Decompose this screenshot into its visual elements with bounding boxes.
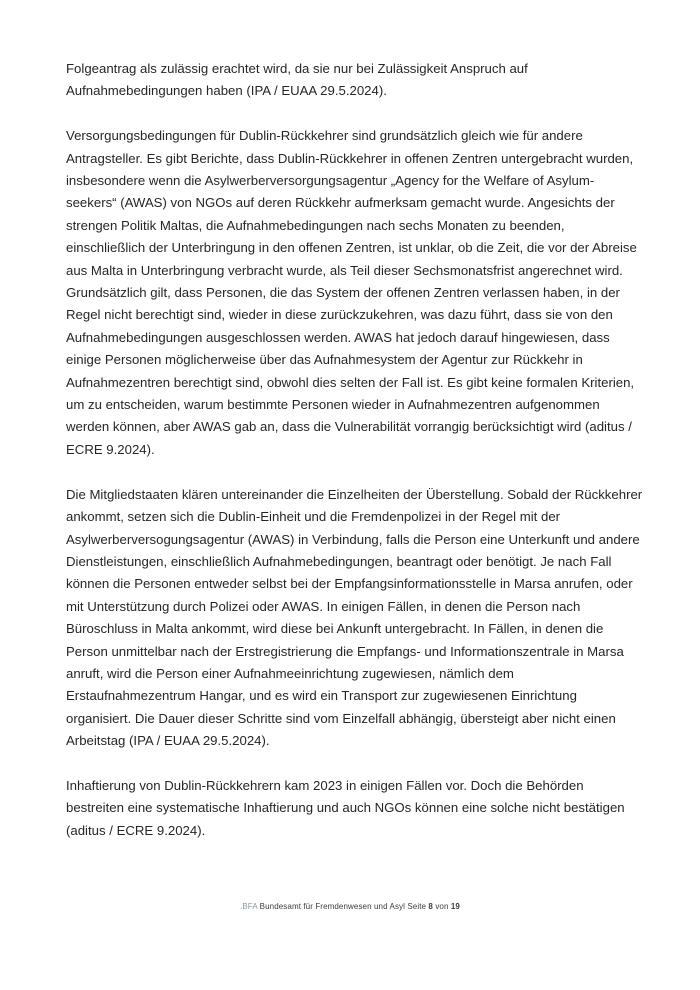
bfa-logo: .BFA [240,902,258,911]
page-footer [0,901,700,913]
footer-page-number: 8 [428,902,433,911]
footer-org-name: Bundesamt für Fremdenwesen und Asyl [259,902,406,911]
footer-total-pages: 19 [450,902,460,911]
paragraph-admissibility: Folgeantrag als zulässig erachtet wird, da sie nur bei Zulässigkeit Anspruch auf Aufnahmebedingungen haben (IPA / EUAA 29.5.2024). [66,61,528,99]
paragraph-reception-conditions: Versorgungsbedingungen für Dublin-Rückkehrer sind grundsätzlich gleich wie für andere Antragsteller. Es gibt Berichte, dass Dublin-Rückkehrer in offenen Zentren untergebracht wurden, insbesondere wenn die Asylwerberversorgungsagentur „Agency for the Welfare of Asylum-seekers“ (AWAS) von NGOs auf deren Rückkehr aufmerksam gemacht wurde. Angesichts der strengen Politik Maltas, die Aufnahmebedingungen nach sechs Monaten zu beenden, einschließlich der Unterbringung in den offenen Zentren, ist unklar, ob die Zeit, die vor der Abreise aus Malta in Unterbringung verbracht wurde, als Teil dieser Sechsmonatsfrist angerechnet wird. Grundsätzlich gilt, dass Personen, die das System der offenen Zentren verlassen haben, in der Regel nicht berechtigt sind, wieder in diese zurückzukehren, was dazu führt, dass sie von den Aufnahmebedingungen ausgeschlossen werden. AWAS hat jedoch darauf hingewiesen, dass einige Personen möglicherweise über das Aufnahmesystem der Agentur zur Rückkehr in Aufnahmezentren berechtigt sind, obwohl dies selten der Fall ist. Es gibt keine formalen Kriterien, um zu entscheiden, warum bestimmte Personen wieder in Aufnahmezentren aufgenommen werden können, aber AWAS gab an, dass die Vulnerabilität vorrangig berücksichtigt wird (aditus / ECRE 9.2024). [66,128,637,457]
footer-page-word: Seite [407,902,427,911]
paragraph-detention: Inhaftierung von Dublin-Rückkehrern kam 2023 in einigen Fällen vor. Doch die Behörden bestreiten eine systematische Inhaftierung und auch NGOs können eine solche nicht bestätigen (aditus / ECRE 9.2024). [66,777,625,838]
paragraph-transfer-procedure: Die Mitgliedstaaten klären untereinander die Einzelheiten der Überstellung. Sobald der Rückkehrer ankommt, setzen sich die Dublin-Einheit und die Fremdenpolizei in der Regel mit der Asylwerberversogungsagentur (AWAS) in Verbindung, falls die Person eine Unterkunft und andere Dienstleistungen, einschließlich Aufnahmebedingungen, beantragt oder benötigt. Je nach Fall können die Personen entweder selbst bei der Empfangsinformationsstelle in Marsa anrufen, oder mit Unterstützung durch Polizei oder AWAS. In einigen Fällen, in denen die Person nach Büroschluss in Malta ankommt, wird diese bei Ankunft untergebracht. In Fällen, in denen die Person unmittelbar nach der Erstregistrierung die Empfangs- und Informationszentrale in Marsa anruft, wird die Person einer Aufnahmeeinrichtung zugewiesen, nämlich dem Erstaufnahmezentrum Hangar, und es wird ein Transport zur zugewiesenen Einrichtung organisiert. Die Dauer dieser Schritte sind vom Einzelfall abhängig, übersteigt aber nicht einen Arbeitstag (IPA / EUAA 29.5.2024). [66,486,643,749]
page-content [66,58,644,865]
footer-of-word: von [435,902,449,911]
